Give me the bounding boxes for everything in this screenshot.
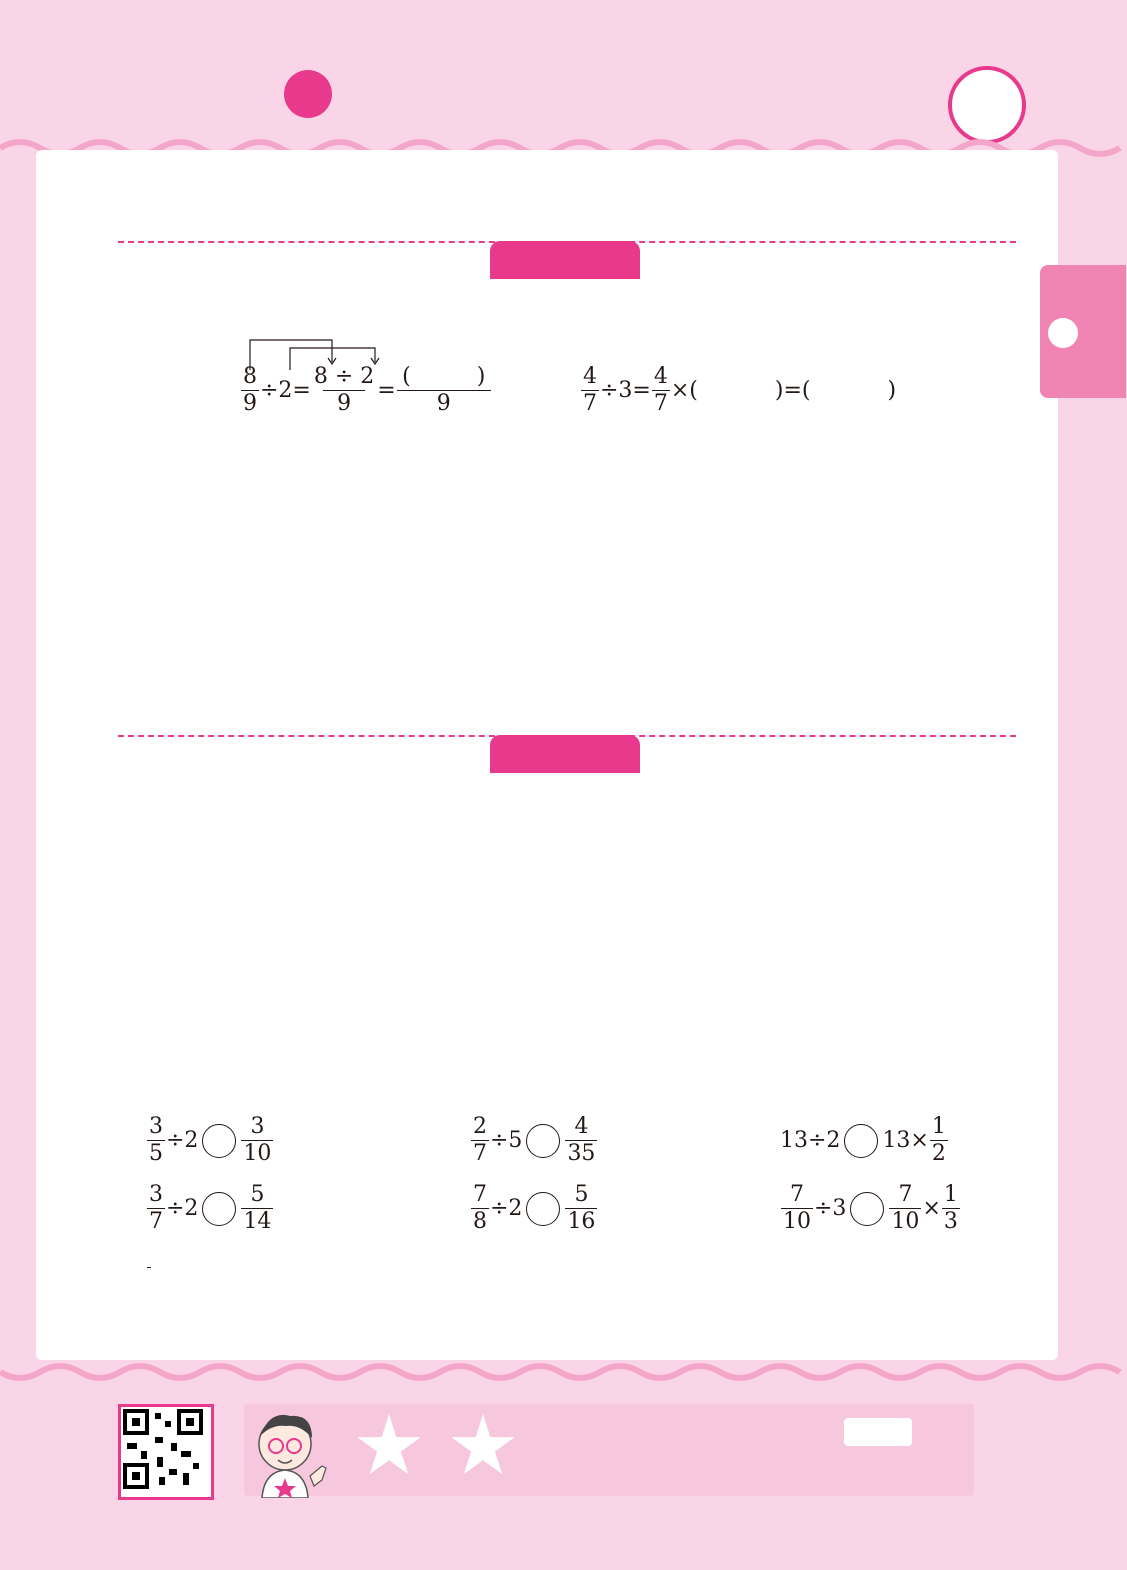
compare-item: 13÷2 13× $\frac{1}{2}$ [780, 1114, 946, 1166]
qr-code[interactable] [118, 1404, 214, 1500]
method-example-1: $\frac{8}{9}$ ÷2= $\frac{8 \div 2}{9}$ = $\frac{( )}{9}$ [240, 366, 492, 415]
week-number-badge [284, 70, 332, 118]
compare-item: $\frac{7}{8}$ ÷2 $\frac{5}{16}$ [473, 1182, 596, 1234]
day-title [398, 168, 434, 208]
word-problem [146, 1254, 228, 1280]
method-example-2: $\frac{4}{7}$ ÷3= $\frac{4}{7}$ ×( )=( ) [583, 364, 897, 416]
compare-item: $\frac{3}{5}$ ÷2 $\frac{3}{10}$ [149, 1114, 272, 1166]
compare-circle[interactable] [526, 1124, 560, 1158]
compare-item: $\frac{3}{7}$ ÷2 $\frac{5}{14}$ [149, 1182, 272, 1234]
wavy-border-bottom [0, 1360, 1127, 1390]
section-label-basic [490, 241, 640, 279]
compare-item: $\frac{7}{10}$ ÷3 $\frac{7}{10}$ × $\frac{1}{3}$ [783, 1182, 958, 1234]
section-label-advanced [490, 735, 640, 773]
compare-circle[interactable] [202, 1124, 236, 1158]
mascot-image [250, 1406, 340, 1498]
compare-circle[interactable] [202, 1192, 236, 1226]
side-tab-number [1048, 318, 1078, 348]
actual-time-input[interactable] [844, 1418, 912, 1446]
compare-circle[interactable] [844, 1124, 878, 1158]
compare-item: $\frac{2}{7}$ ÷5 $\frac{4}{35}$ [473, 1114, 596, 1166]
compare-circle[interactable] [850, 1192, 884, 1226]
qr-code-icon [121, 1407, 205, 1491]
compare-circle[interactable] [526, 1192, 560, 1226]
